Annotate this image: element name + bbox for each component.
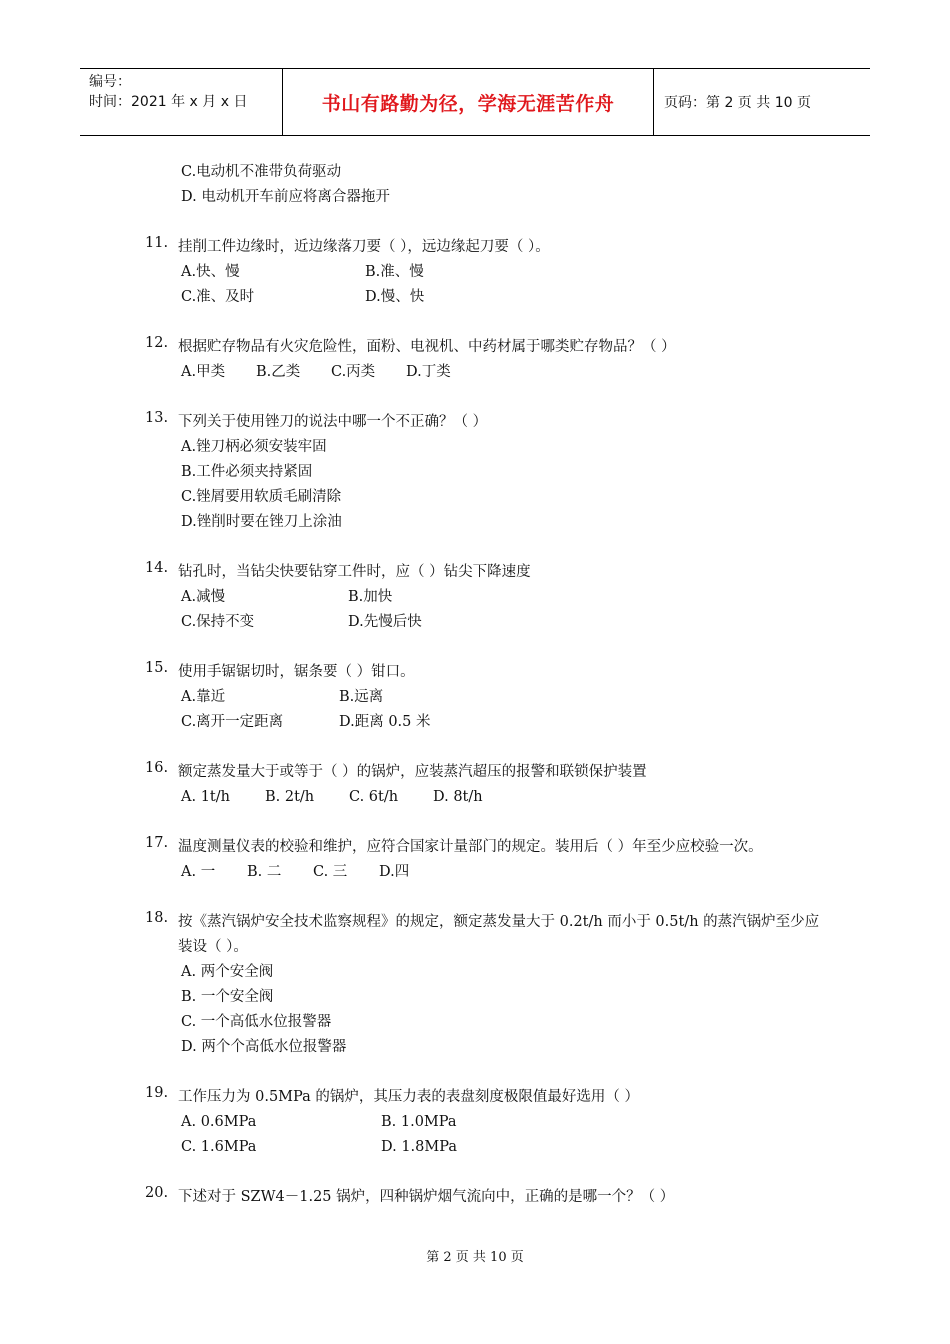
- option: C.离开一定距离: [181, 714, 284, 730]
- option: B. 一个安全阀: [181, 989, 274, 1005]
- question-17: [145, 835, 825, 860]
- option: C.锉屑要用软质毛刷清除: [181, 489, 342, 505]
- option-row: [145, 1110, 825, 1135]
- option-row: [145, 435, 825, 460]
- question-18: [145, 910, 825, 960]
- option: A. 一: [181, 864, 216, 880]
- option: D.慢、快: [365, 289, 425, 305]
- header-motto-cell: [282, 69, 654, 135]
- option: A.减慢: [181, 589, 226, 605]
- option: C. 一个高低水位报警器: [181, 1014, 332, 1030]
- option: C. 1.6MPa: [181, 1139, 257, 1155]
- option: D.先慢后快: [348, 614, 422, 630]
- header-page-info: 页码：第 2 页 共 10 页: [664, 95, 811, 111]
- option-row: [145, 285, 825, 310]
- option: A. 两个安全阀: [181, 964, 274, 980]
- question-text: 按《蒸汽锅炉安全技术监察规程》的规定，额定蒸发量大于 0.2t/h 而小于 0.5t/h 的蒸汽锅炉至少应装设（ ）。: [178, 914, 820, 955]
- option-row: [145, 710, 825, 735]
- document-id-label: 编号：: [89, 74, 131, 90]
- question-11: [145, 235, 825, 260]
- option-line: D. 电动机开车前应将离合器拖开: [181, 189, 390, 205]
- option-row: [145, 510, 825, 535]
- option-row: [145, 360, 825, 385]
- question-number: 15.: [145, 660, 169, 676]
- option-row: [145, 460, 825, 485]
- question-number: 20.: [145, 1185, 169, 1201]
- option: D. 两个个高低水位报警器: [181, 1039, 347, 1055]
- option: C.丙类: [331, 364, 376, 380]
- header-meta: [80, 69, 282, 135]
- option: D.丁类: [406, 364, 451, 380]
- option: D.锉削时要在锉刀上涂油: [181, 514, 342, 530]
- option-row: [145, 985, 825, 1010]
- option-row: [145, 860, 825, 885]
- question-number: 18.: [145, 910, 169, 926]
- option: B. 二: [247, 864, 282, 880]
- question-text: 下述对于 SZW4－1.25 锅炉，四种锅炉烟气流向中，正确的是哪一个？（ ）: [178, 1189, 675, 1205]
- page-header: [80, 68, 870, 136]
- question-text: 根据贮存物品有火灾危险性，面粉、电视机、中药材属于哪类贮存物品？（ ）: [178, 339, 676, 355]
- option-row: [145, 260, 825, 285]
- option: B.远离: [339, 689, 384, 705]
- question-number: 12.: [145, 335, 169, 351]
- option-row: [145, 1135, 825, 1160]
- option-row: [145, 1010, 825, 1035]
- option-row: [145, 1035, 825, 1060]
- question-text: 温度测量仪表的校验和维护，应符合国家计量部门的规定。装用后（ ）年至少应校验一次。: [178, 839, 763, 855]
- option: D.距离 0.5 米: [339, 714, 431, 730]
- question-text: 下列关于使用锉刀的说法中哪一个不正确？（ ）: [178, 414, 488, 430]
- question-list: [145, 160, 825, 1210]
- question-text: 额定蒸发量大于或等于（ ）的锅炉，应装蒸汽超压的报警和联锁保护装置: [178, 764, 647, 780]
- page-footer: 第 2 页 共 10 页: [426, 1250, 524, 1265]
- question-16: [145, 760, 825, 785]
- question-text: 使用手锯锯切时，锯条要（ ）钳口。: [178, 664, 415, 680]
- option: B.乙类: [256, 364, 301, 380]
- question-number: 19.: [145, 1085, 169, 1101]
- option: A.快、慢: [181, 264, 240, 280]
- question-number: 16.: [145, 760, 169, 776]
- option-row: [145, 685, 825, 710]
- option: A.甲类: [181, 364, 226, 380]
- option-row: [145, 585, 825, 610]
- option: B.加快: [348, 589, 393, 605]
- option-row: [145, 960, 825, 985]
- question-13: [145, 410, 825, 435]
- question-text: 挂削工件边缘时，近边缘落刀要（ ），远边缘起刀要（ ）。: [178, 239, 550, 255]
- option: B. 2t/h: [265, 789, 315, 805]
- option: A. 0.6MPa: [181, 1114, 257, 1130]
- option: C. 三: [313, 864, 348, 880]
- option: A.锉刀柄必须安装牢固: [181, 439, 327, 455]
- document-time-label: 时间：2021 年 x 月 x 日: [89, 94, 248, 110]
- option: C.准、及时: [181, 289, 255, 305]
- option: B.工件必须夹持紧固: [181, 464, 313, 480]
- option-line: C.电动机不准带负荷驱动: [181, 164, 342, 180]
- question-20: [145, 1185, 825, 1210]
- option: A.靠近: [181, 689, 226, 705]
- option: B. 1.0MPa: [381, 1114, 457, 1130]
- question-number: 11.: [145, 235, 169, 251]
- option: D. 1.8MPa: [381, 1139, 457, 1155]
- option: D.四: [379, 864, 410, 880]
- option-row: [145, 485, 825, 510]
- question-number: 14.: [145, 560, 169, 576]
- question-text: 钻孔时，当钻尖快要钻穿工件时，应（ ）钻尖下降速度: [178, 564, 531, 580]
- option: A. 1t/h: [181, 789, 230, 805]
- question-15: [145, 660, 825, 685]
- option-row: [145, 785, 825, 810]
- question-19: [145, 1085, 825, 1110]
- option-row: [145, 610, 825, 635]
- option: B.准、慢: [365, 264, 424, 280]
- option: D. 8t/h: [433, 789, 483, 805]
- option: C.保持不变: [181, 614, 255, 630]
- question-number: 17.: [145, 835, 169, 851]
- question-12: [145, 335, 825, 360]
- header-motto: 书山有路勤为径，学海无涯苦作舟: [321, 92, 615, 115]
- option: C. 6t/h: [349, 789, 399, 805]
- question-14: [145, 560, 825, 585]
- question-number: 13.: [145, 410, 169, 426]
- question-text: 工作压力为 0.5MPa 的锅炉，其压力表的表盘刻度极限值最好选用（ ）: [178, 1089, 639, 1105]
